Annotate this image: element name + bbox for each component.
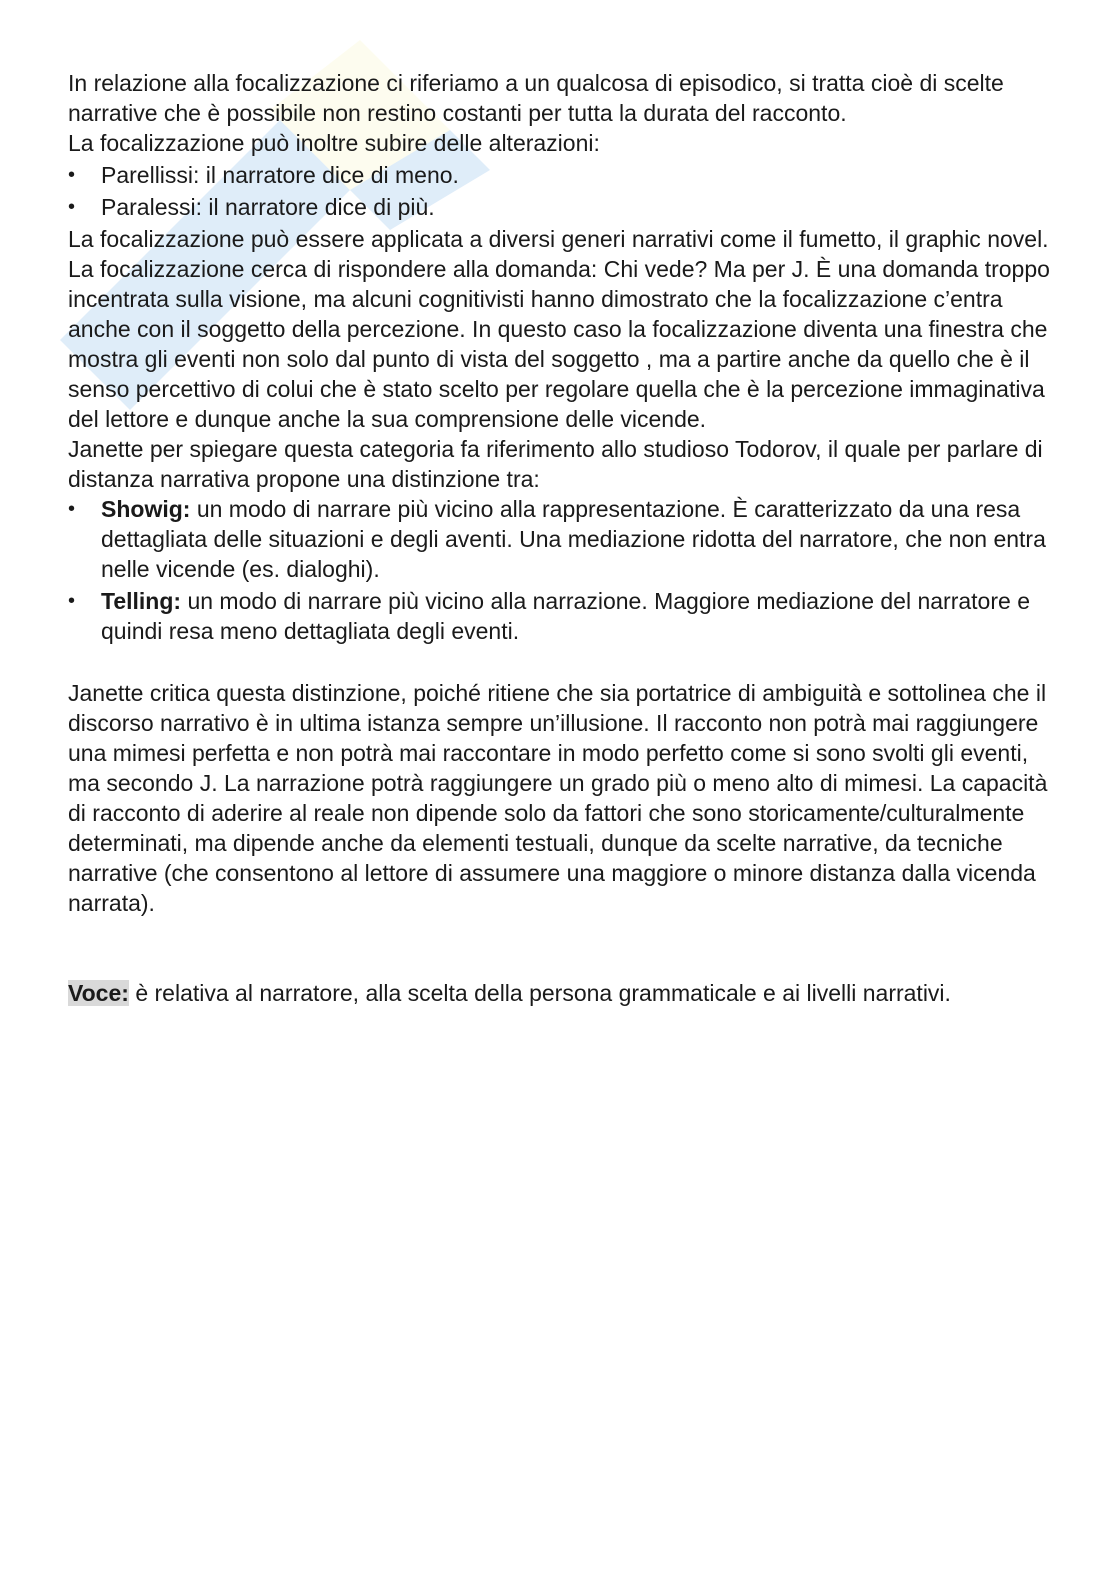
- bullet-icon: •: [68, 590, 76, 612]
- list-item-telling: [68, 586, 1053, 646]
- definition-voce: è relativa al narratore, alla scelta della persona grammaticale e ai livelli narrativi.: [128, 980, 951, 1006]
- list-item-showing: [68, 494, 1053, 584]
- definition-telling: un modo di narrare più vicino alla narrazione. Maggiore mediazione del narratore e quindi resa meno dettagliata degli eventi.: [101, 588, 1030, 644]
- alterations-list: [68, 160, 1053, 222]
- spacer: [68, 918, 1053, 976]
- list-item: [68, 192, 1053, 222]
- term-telling: Telling:: [101, 588, 182, 614]
- spacer: [68, 648, 1053, 678]
- list-item-text: Parellissi: il narratore dice di meno.: [101, 162, 459, 188]
- term-voce: Voce:: [68, 980, 129, 1006]
- paragraph-focalization-episodic: In relazione alla focalizzazione ci riferiamo a un qualcosa di episodico, si tratta cioè di scelte narrative che è possibile non restino costanti per tutta la durata del racconto.: [68, 70, 1004, 126]
- paragraph-alterations-intro: La focalizzazione può inoltre subire delle alterazioni:: [68, 130, 600, 156]
- narrative-modes-list: [68, 494, 1053, 646]
- term-showing: Showig:: [101, 496, 191, 522]
- bullet-icon: •: [68, 498, 76, 520]
- list-item: [68, 160, 1053, 190]
- document-body: [68, 68, 1053, 1010]
- paragraph-critique: Janette critica questa distinzione, poiché ritiene che sia portatrice di ambiguità e sottolinea che il discorso narrativo è in ultima istanza sempre un’illusione. Il racconto non potrà mai raggiungere una mimesi perfetta e non potrà mai raccontare in modo perfetto come si sono svolti gli eventi, ma secondo J. La narrazione potrà raggiungere un grado più o meno alto di mimesi. La capacità di racconto di aderire al reale non dipende solo da fattori che sono storicamente/culturalmente determinati, ma dipende anche da elementi testuali, dunque da scelte narrative, da tecniche narrative (che consentono al lettore di assumere una maggiore o minore distanza dalla vicenda narrata).: [68, 680, 1048, 916]
- paragraph-who-sees: La focalizzazione cerca di rispondere alla domanda: Chi vede? Ma per J. È una domanda troppo incentrata sulla visione, ma alcuni cognitivisti hanno dimostrato che la focalizzazione c’entra anche con il soggetto della percezione. In questo caso la focalizzazione diventa una finestra che mostra gli eventi non solo dal punto di vista del soggetto , ma a partire anche da quello che è il senso percettivo di colui che è stato scelto per regolare quella che è la percezione immaginativa del lettore e dunque anche la sua comprensione delle vicende.: [68, 256, 1050, 432]
- list-item-text: Paralessi: il narratore dice di più.: [101, 194, 435, 220]
- paragraph-genres: La focalizzazione può essere applicata a diversi generi narrativi come il fumetto, il graphic novel.: [68, 226, 1049, 252]
- paragraph-todorov: Janette per spiegare questa categoria fa riferimento allo studioso Todorov, il quale per parlare di distanza narrativa propone una distinzione tra:: [68, 436, 1043, 492]
- definition-showing: un modo di narrare più vicino alla rappresentazione. È caratterizzato da una resa dettagliata delle situazioni e degli aventi. Una mediazione ridotta del narratore, che non entra nelle vicende (es. dialoghi).: [101, 496, 1046, 582]
- paragraph-voce: [68, 976, 1053, 1010]
- bullet-icon: •: [68, 196, 76, 218]
- bullet-icon: •: [68, 164, 76, 186]
